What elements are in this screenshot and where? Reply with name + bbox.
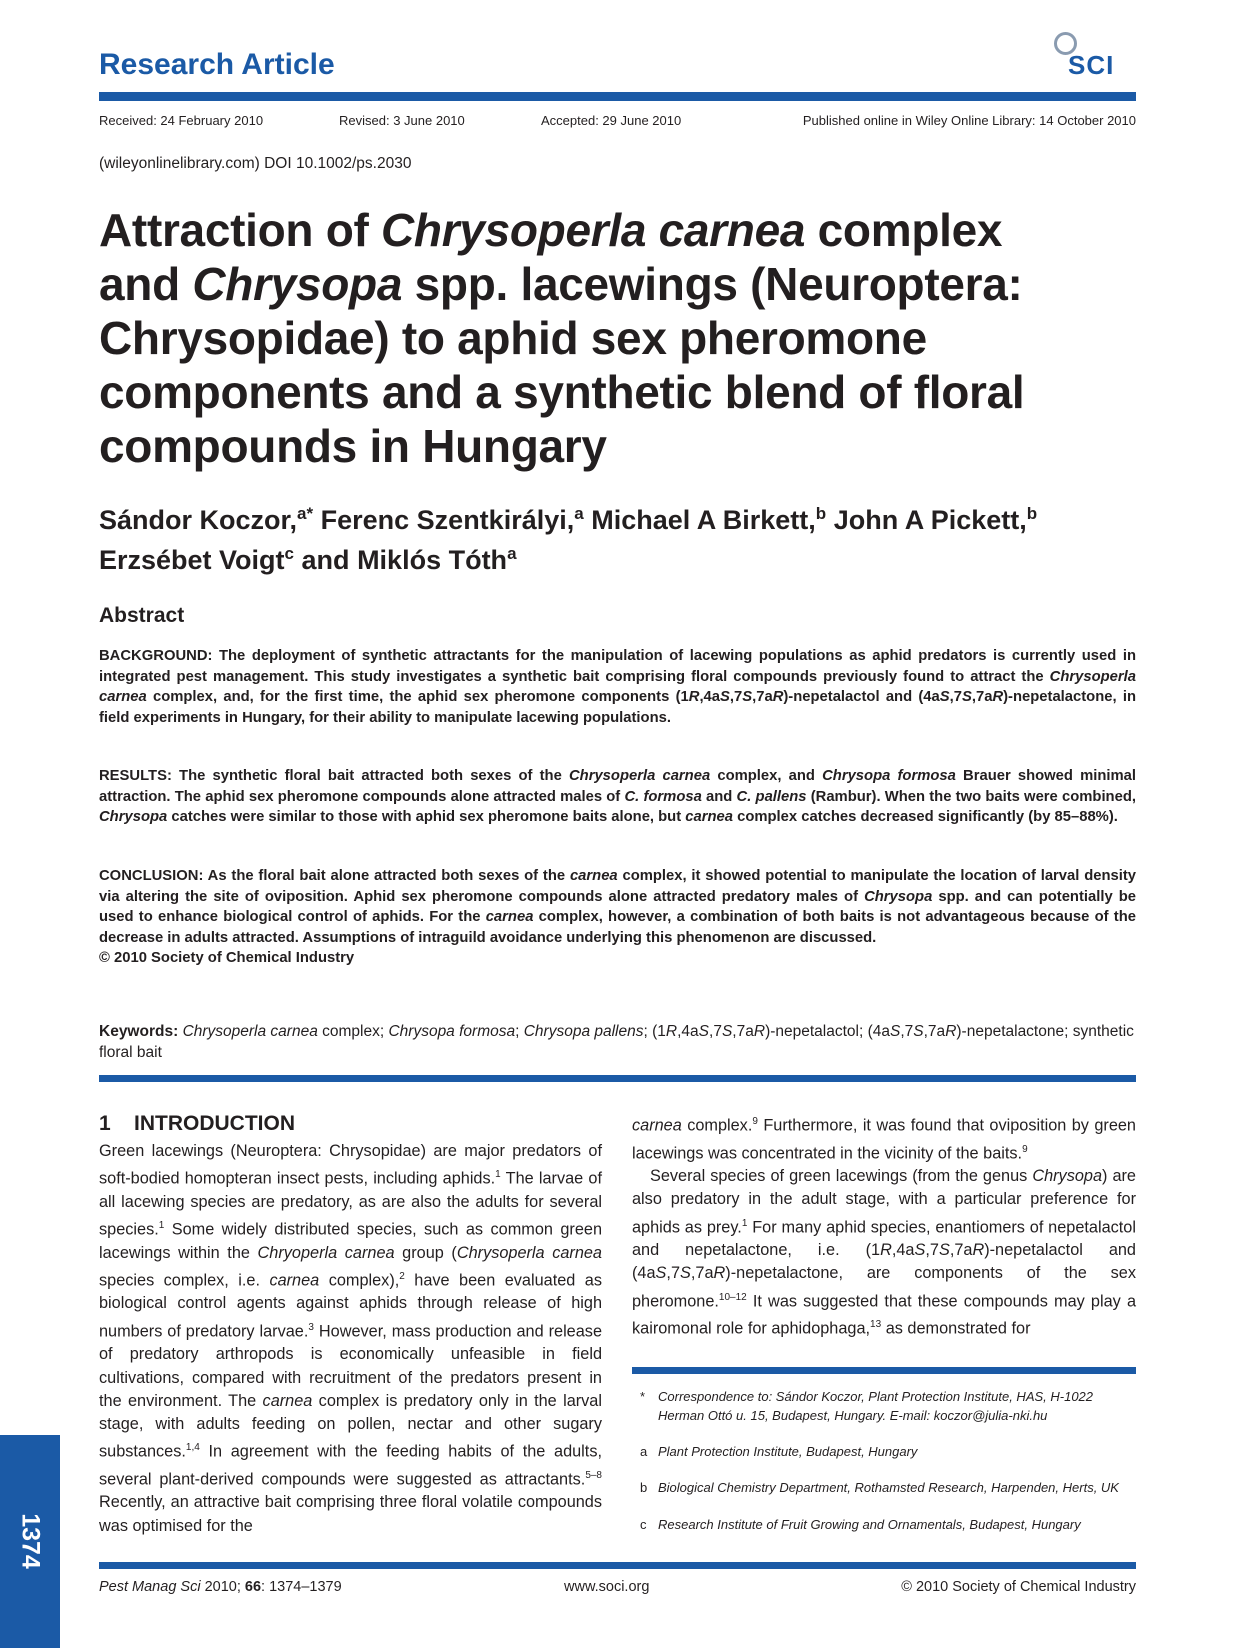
abstract-conclusion: CONCLUSION: As the floral bait alone attracted both sexes of the carnea complex, it showed potential to manipulate the location of larval density via altering the site of oviposition. Aphid sex pheromone compounds alone attracted predatory males of Chrysopa spp. and can potentially be used to enhance biological control of aphids. For the carnea complex, however, a combination of both baits is not advantageous because of the decrease in adults attracted. Assumptions of intraguild avoidance underlying this phenomenon are discussed. © 2010 Society of Chemical Industry [99,868,1137,966]
intro-left-column: Green lacewings (Neuroptera: Chrysopidae) are major predators of soft-bodied homopteran insect pests, including aphids.$^1$ The larvae of all lacewing species are predatory, as are also the adults for several species.$^1$ Some widely distributed species, such as common green lacewings within the Chryoperla carnea group (Chrysoperla carnea species complex, i.e. carnea complex),$^2$ have been evaluated as biological control agents against aphids through release of high numbers of predatory larvae.$^3$ However, mass production and release of predatory arthropods is economically unfeasible in field cultivations, compared with recruitment of the predators present in the environment. The carnea complex is predatory only in the larval stage, with adults feeding on pollen, nectar and other sugary substances.$^{1,4}$ In agreement with the feeding habits of the adults, several plant-derived compounds were suggested as attractants.$^{5-8}$ Recently, an attractive bait comprising three floral volatile compounds was optimised for the [99,1142,602,1535]
website-link[interactable]: www.soci.org [564,1579,650,1595]
author: Ferenc Szentkirályi,$^a$ [320,504,584,535]
logo-text: SCI [1068,50,1115,80]
abstract-background: BACKGROUND: The deployment of synthetic attractants for the manipulation of lacewing populations as aphid predators is currently used in integrated pest management. This study investigates a synthetic bait comprising floral compounds previously found to attract the Chrysoperla carnea complex, and, for the first time, the aphid sex pheromone components (1R,4aS,7S,7aR)-nepetalactol and (4aS,7S,7aR)-nepetalactone, in field experiments in Hungary, for their ability to manipulate lacewing populations. [99,648,1136,726]
header-rule [99,92,1136,101]
author: Sándor Koczor,$^{a*}$ [99,504,314,535]
footer-rule [99,1562,1136,1569]
footnote-rule [632,1367,1136,1374]
footnote-correspondence: * Correspondence to: Sándor Koczor, Plant Protection Institute, HAS, H-1022 Herman Ottó u. 15, Budapest, Hungary. E-mail: koczor@julia-nki.hu [640,1389,1094,1423]
sci-logo [1050,30,1140,82]
footnote-affiliation-b: b Biological Chemistry Department, Rothamsted Research, Harpenden, Herts, UK [640,1480,1119,1495]
revised-date: Revised: 3 June 2010 [339,113,465,128]
abstract-heading: Abstract [99,604,185,627]
author: Michael A Birkett,$^b$ [591,504,827,535]
page-number-tab [0,1435,60,1648]
abstract-results: RESULTS: The synthetic floral bait attracted both sexes of the Chrysoperla carnea complex, and Chrysopa formosa Brauer showed minimal attraction. The aphid sex pheromone compounds alone attracted males of C. formosa and C. pallens (Rambur). When the two baits were combined, Chrysopa catches were similar to those with aphid sex pheromone baits alone, but carnea complex catches decreased significantly (by 85–88%). [99,768,1137,825]
doi: (wileyonlinelibrary.com) DOI 10.1002/ps.2030 [99,155,412,172]
author: John A Pickett,$^b$ [833,504,1038,535]
footer-copyright: © 2010 Society of Chemical Industry [901,1579,1136,1595]
article-type-label: Research Article [99,48,335,81]
author: Erzsébet Voigt$^c$ [99,544,295,575]
published-date: Published online in Wiley Online Library: 14 October 2010 [802,113,1136,128]
received-date: Received: 24 February 2010 [99,113,264,128]
intro-right-column: carnea complex.$^9$ Furthermore, it was found that oviposition by green lacewings was concentrated in the vicinity of the baits.$^9$ Several species of green lacewings (from the genus Chrysopa) are also predatory in the adult stage, with a particular preference for aphids as prey.$^1$ For many aphid species, enantiomers of nepetalactol and nepetalactone, i.e. (1R,4aS,7S,7aR)-nepetalactol and (4aS,7S,7aR)-nepetalactone, are components of the sex pheromone.$^{10-12}$ It was suggested that these compounds may play a kairomonal role for aphidophaga,$^{13}$ as demonstrated for [632,1116,1136,1338]
section-rule [99,1075,1136,1082]
section-heading-introduction: 1 INTRODUCTION [99,1112,296,1135]
article-title: Attraction of Chrysoperla carnea complex and Chrysopa spp. lacewings (Neuroptera: Chrysopidae) to aphid sex pheromone components and a synthetic blend of floral compounds in Hungary [99,204,1025,472]
keywords: Keywords: Chrysoperla carnea complex; Chrysopa formosa; Chrysopa pallens; (1R,4aS,7S,7aR)-nepetalactol; (4aS,7S,7aR)-nepetalactone; synthetic floral bait [99,1023,1134,1061]
accepted-date: Accepted: 29 June 2010 [541,113,682,128]
journal-citation: Pest Manag Sci 2010; 66: 1374–1379 [99,1579,342,1595]
footnote-affiliation-c: c Research Institute of Fruit Growing and Ornamentals, Budapest, Hungary [640,1517,1081,1532]
footnote-affiliation-a: a Plant Protection Institute, Budapest, Hungary [640,1444,918,1459]
author: Miklós Tóth$^a$ [357,544,517,575]
page-number: 1374 [16,1513,45,1569]
abstract-copyright: © 2010 Society of Chemical Industry [99,950,355,966]
author-list: Sándor Koczor,$^{a*}$ Ferenc Szentkirályi,$^a$ Michael A Birkett,$^b$ John A Pickett,$^b$ Erzsébet Voigt$^c$ and Miklós Tóth$^a$ [99,504,1038,575]
